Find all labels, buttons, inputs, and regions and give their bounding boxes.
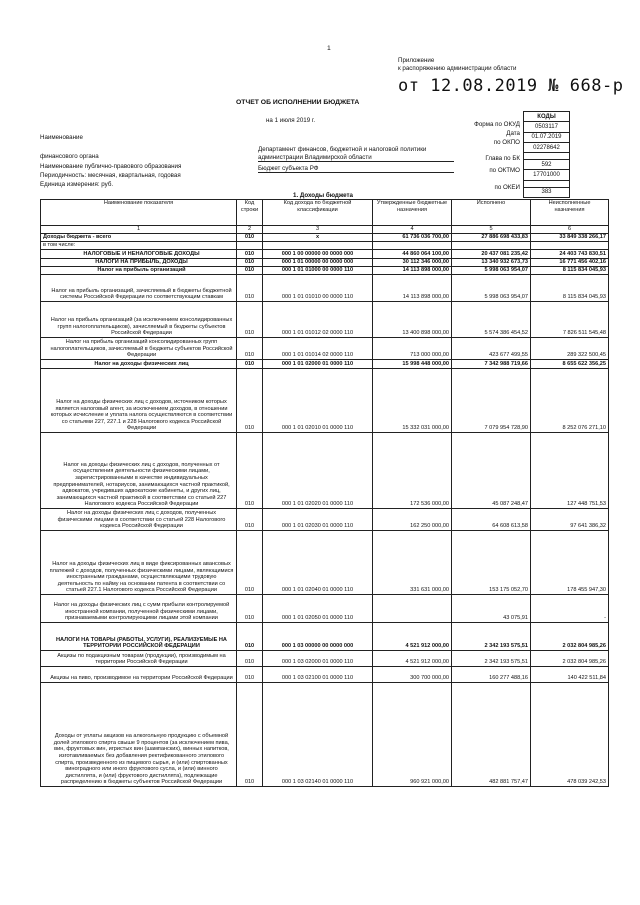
row-line-code: 010 xyxy=(237,234,263,242)
row-unexecuted: - xyxy=(531,595,609,623)
row-unexecuted: 16 771 456 402,16 xyxy=(531,259,609,267)
row-executed: 43 075,91 xyxy=(452,595,531,623)
row-executed: 2 342 193 575,51 xyxy=(452,651,531,667)
row-approved xyxy=(373,595,452,623)
row-unexecuted: 178 455 947,30 xyxy=(531,531,609,595)
report-title: ОТЧЕТ ОБ ИСПОЛНЕНИИ БЮДЖЕТА xyxy=(236,99,360,106)
row-unexecuted: 478 039 242,53 xyxy=(531,683,609,787)
row-unexecuted: 2 032 804 985,26 xyxy=(531,651,609,667)
table-row xyxy=(41,623,609,651)
row-name: в том числе: xyxy=(41,242,237,250)
code-label-oktmo: по ОКТМО xyxy=(489,167,520,174)
row-unexecuted: 8 252 076 271,10 xyxy=(531,369,609,433)
section-title: 1. Доходы бюджета xyxy=(293,192,353,199)
row-name: Налог на прибыль организаций (за исключением консолидированных групп налогоплательщиков), зачисляемый в бюджеты субъектов Российской Федерации xyxy=(41,302,237,338)
row-executed: 45 087 248,47 xyxy=(452,433,531,509)
row-unexecuted: 8 115 834 045,93 xyxy=(531,275,609,302)
col-header-approved: Утвержденные бюджетные назначения xyxy=(373,200,452,226)
col-header-name: Наименование показателя xyxy=(41,200,237,226)
code-label-date: Дата xyxy=(506,130,520,137)
handwritten-order-number: от 12.08.2019 № 668-р xyxy=(398,76,624,96)
row-approved: 44 860 064 100,00 xyxy=(373,250,452,259)
row-unexecuted: 8 115 834 045,93 xyxy=(531,267,609,275)
label-periodicity: Периодичность: месячная, квартальная, годовая xyxy=(40,172,181,179)
row-income-code: 000 1 01 01012 02 0000 110 xyxy=(263,302,373,338)
table-row xyxy=(41,360,609,369)
fin-org-value-1: Департамент финансов, бюджетной и налоговой политики xyxy=(258,146,427,153)
codes-header: КОДЫ xyxy=(524,112,570,122)
row-unexecuted: 7 826 511 545,48 xyxy=(531,302,609,338)
row-income-code: 000 1 01 00000 00 0000 000 xyxy=(263,259,373,267)
row-executed: 7 079 954 728,90 xyxy=(452,369,531,433)
row-line-code: 010 xyxy=(237,667,263,683)
row-approved: 13 400 898 000,00 xyxy=(373,302,452,338)
row-name: Налог на доходы физических лиц с доходов, полученных от осуществления деятельности физическими лицами, зарегистрированными в качестве индивидуальных предпринимателей, нотариусов, занимающихся частной практикой, адвокатов, учредивших адвокатские кабинеты, и других лиц, занимающихся частной практикой в соответствии со статьей 227 Налогового кодекса Российской Федерации xyxy=(41,433,237,509)
row-income-code: 000 1 01 02010 01 0000 110 xyxy=(263,369,373,433)
row-approved: 30 112 346 000,00 xyxy=(373,259,452,267)
table-row xyxy=(41,651,609,667)
row-income-code: 000 1 03 00000 00 0000 000 xyxy=(263,623,373,651)
row-line-code: 010 xyxy=(237,267,263,275)
code-okei: 383 xyxy=(524,187,570,197)
row-name: НАЛОГОВЫЕ И НЕНАЛОГОВЫЕ ДОХОДЫ xyxy=(41,250,237,259)
code-okpo: 02278642 xyxy=(524,142,570,152)
table-row xyxy=(41,259,609,267)
row-unexecuted: 8 655 622 356,25 xyxy=(531,360,609,369)
col-num: 4 xyxy=(373,226,452,234)
page-number: 1 xyxy=(327,45,331,52)
row-income-code: 000 1 01 02040 01 0000 110 xyxy=(263,531,373,595)
table-row xyxy=(41,683,609,787)
row-line-code: 010 xyxy=(237,369,263,433)
row-income-code: 000 1 01 01000 00 0000 110 xyxy=(263,267,373,275)
row-line-code: 010 xyxy=(237,683,263,787)
row-line-code: 010 xyxy=(237,360,263,369)
row-name: НАЛОГИ НА ПРИБЫЛЬ, ДОХОДЫ xyxy=(41,259,237,267)
row-income-code: x xyxy=(263,234,373,242)
report-date: на 1 июля 2019 г. xyxy=(266,117,316,124)
row-executed: 5 574 386 454,52 xyxy=(452,302,531,338)
col-num: 2 xyxy=(237,226,263,234)
pub-law-value: Бюджет субъекта РФ xyxy=(258,165,454,173)
row-approved: 331 631 000,00 xyxy=(373,531,452,595)
code-date: 01.07.2019 xyxy=(524,132,570,142)
row-income-code: 000 1 01 01014 02 0000 110 xyxy=(263,338,373,360)
row-name: Налог на прибыль организаций xyxy=(41,267,237,275)
row-approved: 61 736 036 700,00 xyxy=(373,234,452,242)
row-income-code: 000 1 01 02000 01 0000 110 xyxy=(263,360,373,369)
table-row xyxy=(41,275,609,302)
table-row xyxy=(41,242,609,250)
row-executed: 482 881 757,47 xyxy=(452,683,531,787)
row-income-code: 000 1 03 02140 01 0000 110 xyxy=(263,683,373,787)
row-name: НАЛОГИ НА ТОВАРЫ (РАБОТЫ, УСЛУГИ), РЕАЛИЗУЕМЫЕ НА ТЕРРИТОРИИ РОССИЙСКОЙ ФЕДЕРАЦИИ xyxy=(41,623,237,651)
row-approved: 4 521 912 000,00 xyxy=(373,623,452,651)
row-unexecuted: 289 322 500,45 xyxy=(531,338,609,360)
row-unexecuted: 24 403 743 830,51 xyxy=(531,250,609,259)
row-income-code: 000 1 00 00000 00 0000 000 xyxy=(263,250,373,259)
row-name: Налог на доходы физических лиц xyxy=(41,360,237,369)
table-row xyxy=(41,250,609,259)
row-executed: 20 437 081 235,42 xyxy=(452,250,531,259)
label-pub-law: Наименование публично-правового образования xyxy=(40,163,182,170)
row-executed: 160 277 488,16 xyxy=(452,667,531,683)
row-name: Налог на прибыль организаций консолидированных групп налогоплательщиков, зачисляемый в бюджеты субъектов Российской Федерации xyxy=(41,338,237,360)
table-row xyxy=(41,531,609,595)
row-income-code: 000 1 03 02000 01 0000 110 xyxy=(263,651,373,667)
row-line-code: 010 xyxy=(237,623,263,651)
row-executed: 423 677 499,55 xyxy=(452,338,531,360)
table-row xyxy=(41,369,609,433)
code-label-okud: Форма по ОКУД xyxy=(474,121,520,128)
label-fin-org: финансового органа xyxy=(40,153,99,160)
code-oktmo: 17701000 xyxy=(524,170,570,180)
col-header-executed: Исполнено xyxy=(452,200,531,226)
table-row xyxy=(41,302,609,338)
income-table xyxy=(40,199,609,787)
row-approved: 300 700 000,00 xyxy=(373,667,452,683)
row-approved: 960 921 000,00 xyxy=(373,683,452,787)
col-header-unexecuted: Неисполненные назначения xyxy=(531,200,609,226)
row-executed: 2 342 193 575,51 xyxy=(452,623,531,651)
code-label-bk: Глава по БК xyxy=(485,155,520,162)
appendix-label: Приложение xyxy=(398,57,435,64)
row-executed: 13 340 932 673,73 xyxy=(452,259,531,267)
row-line-code: 010 xyxy=(237,259,263,267)
table-row xyxy=(41,267,609,275)
row-unexecuted: 127 448 751,53 xyxy=(531,433,609,509)
code-okud: 0503117 xyxy=(524,122,570,132)
row-approved xyxy=(373,242,452,250)
row-name: Налог на доходы физических лиц в виде фиксированных авансовых платежей с доходов, полученных физическими лицами, являющимися иностранными гражданами, осуществляющими трудовую деятельность по найму на основании патента в соответствии со статьей 227.1 Налогового кодекса Российской Федерации xyxy=(41,531,237,595)
row-name: Налог на доходы физических лиц с доходов, источником которых является налоговый агент, за исключением доходов, в отношении которых исчисление и уплата налога осуществляются в соответствии со статьями 227, 227.1 и 228 Налогового кодекса Российской Федерации xyxy=(41,369,237,433)
table-row xyxy=(41,433,609,509)
row-line-code: 010 xyxy=(237,275,263,302)
col-num: 3 xyxy=(263,226,373,234)
row-name: Налог на доходы физических лиц с доходов, полученных физическими лицами в соответствии со статьей 228 Налогового кодекса Российской Федерации xyxy=(41,509,237,531)
row-unexecuted: 140 422 511,84 xyxy=(531,667,609,683)
row-line-code xyxy=(237,242,263,250)
row-name: Налог на прибыль организаций, зачисляемый в бюджеты бюджетной системы Российской Федерации по соответствующим ставкам xyxy=(41,275,237,302)
row-name: Акцизы на пиво, производимое на территории Российской Федерации xyxy=(41,667,237,683)
label-name: Наименование xyxy=(40,134,83,141)
row-unexecuted: 33 849 338 266,17 xyxy=(531,234,609,242)
table-row xyxy=(41,338,609,360)
row-unexecuted: 97 641 386,32 xyxy=(531,509,609,531)
row-income-code xyxy=(263,242,373,250)
row-income-code: 000 1 03 02100 01 0000 110 xyxy=(263,667,373,683)
row-name: Налог на доходы физических лиц с сумм прибыли контролируемой иностранной компании, полученной физическими лицами, признаваемыми контролирующими лицами этой компании xyxy=(41,595,237,623)
table-row xyxy=(41,509,609,531)
code-label-okei: по ОКЕИ xyxy=(494,184,520,191)
row-executed: 5 998 063 954,07 xyxy=(452,267,531,275)
row-name: Доходы от уплаты акцизов на алкогольную продукцию с объемной долей этилового спирта свыше 9 процентов (за исключением пива, вин, фруктовых вин, игристых вин (шампанских), винных напитков, изготавливаемых без добавления ректификованного этилового спирта, произведенного из пищевого сырья, и (или) спиртованных виноградного или иного фруктового сусла, и (или) винного дистиллята, и (или) фруктового дистиллята), подлежащие распределению в бюджеты субъектов Российской Федерации xyxy=(41,683,237,787)
row-line-code: 010 xyxy=(237,302,263,338)
row-line-code: 010 xyxy=(237,509,263,531)
row-approved: 713 000 000,00 xyxy=(373,338,452,360)
row-approved: 15 332 031 000,00 xyxy=(373,369,452,433)
row-line-code: 010 xyxy=(237,433,263,509)
code-bk: 592 xyxy=(524,160,570,170)
table-row xyxy=(41,595,609,623)
codes-table xyxy=(523,111,570,198)
row-approved: 14 113 898 000,00 xyxy=(373,267,452,275)
row-executed: 64 608 613,58 xyxy=(452,509,531,531)
row-approved: 4 521 912 000,00 xyxy=(373,651,452,667)
row-approved: 14 113 898 000,00 xyxy=(373,275,452,302)
row-unexecuted: 2 032 804 985,26 xyxy=(531,623,609,651)
row-line-code: 010 xyxy=(237,651,263,667)
row-line-code: 010 xyxy=(237,250,263,259)
table-row xyxy=(41,667,609,683)
col-num: 6 xyxy=(531,226,609,234)
label-unit: Единица измерения: руб. xyxy=(40,181,114,188)
col-num: 5 xyxy=(452,226,531,234)
row-unexecuted xyxy=(531,242,609,250)
table-row xyxy=(41,234,609,242)
row-line-code: 010 xyxy=(237,531,263,595)
fin-org-value-2: администрации Владимирской области xyxy=(258,154,454,162)
row-name: Акцизы по подакцизным товарам (продукции), производимым на территории Российской Федерации xyxy=(41,651,237,667)
code-label-okpo: по ОКПО xyxy=(493,139,520,146)
row-income-code: 000 1 01 02030 01 0000 110 xyxy=(263,509,373,531)
row-income-code: 000 1 01 02050 01 0000 110 xyxy=(263,595,373,623)
row-income-code: 000 1 01 01010 00 0000 110 xyxy=(263,275,373,302)
col-header-code: Код дохода по бюджетной классификации xyxy=(263,200,373,226)
row-executed: 7 342 988 719,66 xyxy=(452,360,531,369)
col-header-line: Код строки xyxy=(237,200,263,226)
row-name: Доходы бюджета - всего xyxy=(41,234,237,242)
row-executed: 27 886 698 433,83 xyxy=(452,234,531,242)
row-executed xyxy=(452,242,531,250)
col-num: 1 xyxy=(41,226,237,234)
row-approved: 162 250 000,00 xyxy=(373,509,452,531)
appendix-order: к распоряжению администрации области xyxy=(398,65,517,72)
row-executed: 5 998 063 954,07 xyxy=(452,275,531,302)
row-line-code: 010 xyxy=(237,338,263,360)
row-approved: 172 536 000,00 xyxy=(373,433,452,509)
row-line-code: 010 xyxy=(237,595,263,623)
row-executed: 153 175 052,70 xyxy=(452,531,531,595)
row-income-code: 000 1 01 02020 01 0000 110 xyxy=(263,433,373,509)
row-approved: 15 998 448 000,00 xyxy=(373,360,452,369)
